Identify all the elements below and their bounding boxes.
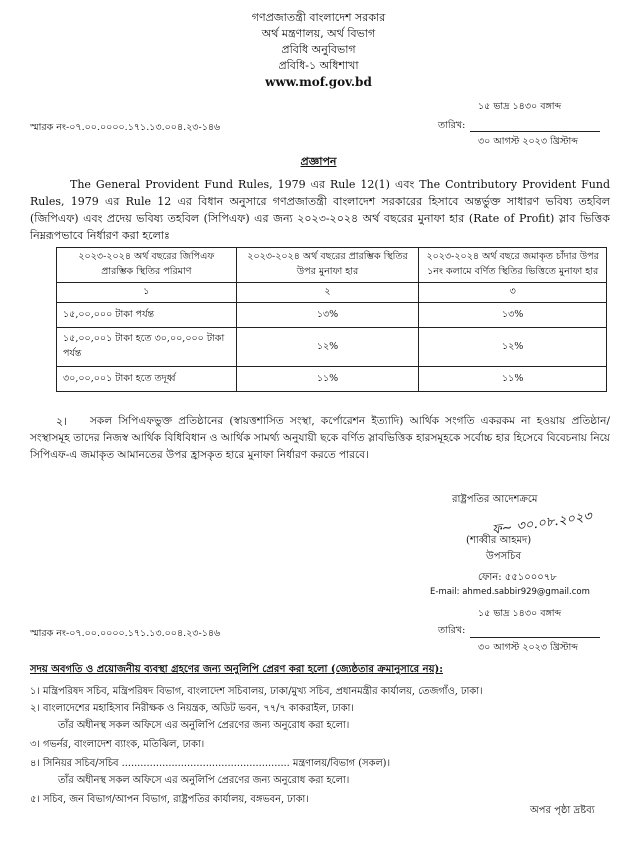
column-number: ১ bbox=[57, 283, 237, 303]
rate-deposit-cell: ১১% bbox=[419, 367, 607, 392]
list-item: ৪। সিনিয়র সচিব/সচিব ...................................................... মন্ত্রণালয়/বিভাগ (সকল)। bbox=[30, 758, 390, 769]
rate-opening-cell: ১২% bbox=[236, 328, 419, 367]
signatory-designation: উপসচিব bbox=[486, 551, 522, 562]
intro-paragraph: The General Provident Fund Rules, 1979 এর Rule 12(1) এবং The Contributory Provident Fund Rules, 1979 এর Rule 12 এর বিধান অনুসারে গণপ্রজাতন্ত্রী বাংলাদেশ সরকারের হিসাবে অন্তর্ভুক্ত সাধারণ ভবিষ্য তহবিল (জিপিএফ) এবং প্রদেয় ভবিষ্য তহবিল (সিপিএফ) এর জন্য ২০২৩-২০২৪ অর্থ বছরের মুনাফা হার (Rate of Profit) স্লাব ভিত্তিক নিম্নরূপভাবে নির্ধারণ করা হলোঃ bbox=[30, 178, 610, 242]
date-bangla-2: ১৫ ভাদ্র ১৪৩০ বঙ্গাব্দ bbox=[478, 608, 562, 619]
clause-number: ২। bbox=[56, 415, 68, 428]
slab-cell: ১৫,০০,০০১ টাকা হতে ৩০,০০,০০০ টাকা পর্যন্ত bbox=[57, 328, 237, 367]
header-wing: প্রবিধি অনুবিভাগ bbox=[281, 43, 356, 56]
rate-opening-cell: ১৩% bbox=[236, 303, 419, 328]
slab-cell: ৩০,০০,০০১ টাকা হতে তদূর্ধ্ব bbox=[57, 367, 237, 392]
list-item: ১। মন্ত্রিপরিষদ সচিব, মন্ত্রিপরিষদ বিভাগ, বাংলাদেশ সচিবালয়, ঢাকা/মুখ্য সচিব, প্রধানমন্ত্রীর কার্যালয়, তেজগাঁও, ঢাকা। bbox=[30, 686, 483, 697]
date-bangla-1: ১৫ ভাদ্র ১৪৩০ বঙ্গাব্দ bbox=[478, 101, 562, 112]
table-column-number-row bbox=[57, 283, 607, 303]
list-item: ৩। গভর্নর, বাংলাদেশ ব্যাংক, মতিঝিল, ঢাকা। bbox=[30, 739, 205, 750]
table-row bbox=[57, 328, 607, 367]
order-line: রাষ্ট্রপতির আদেশক্রমে bbox=[452, 494, 538, 505]
date-divider-2 bbox=[470, 637, 600, 638]
date-english-1: ৩০ আগস্ট ২০২৩ খ্রিস্টাব্দ bbox=[478, 136, 578, 147]
memo-number-1: স্মারক নং-০৭.০০.০০০০.১৭১.১৩.০০৪.২৩-১৪৬ bbox=[30, 122, 221, 133]
list-item: ৫। সচিব, জন বিভাগ/আপন বিভাগ, রাষ্ট্রপতির কার্যালয়, বঙ্গভবন, ঢাকা। bbox=[30, 794, 309, 805]
table-row bbox=[57, 303, 607, 328]
list-item: তাঁর অধীনস্থ সকল অফিসে এর অনুলিপি প্রেরণের জন্য অনুরোধ করা হলো। bbox=[58, 775, 350, 786]
list-item: ২। বাংলাদেশের মহাহিসাব নিরীক্ষক ও নিয়ন্ত্রক, অডিট ভবন, ৭৭/৭ কাকরাইল, ঢাকা। bbox=[30, 703, 354, 714]
distribution-list bbox=[30, 684, 483, 809]
column-number: ৩ bbox=[419, 283, 607, 303]
table-header-row bbox=[57, 248, 607, 283]
rate-opening-cell: ১১% bbox=[236, 367, 419, 392]
rate-deposit-cell: ১২% bbox=[419, 328, 607, 367]
letterhead bbox=[0, 10, 637, 90]
signatory-phone: ফোন: ৫৫১০০০৭৮ bbox=[478, 572, 557, 583]
table-header-cell: ২০২৩-২০২৪ অর্থ বছরের প্রারম্ভিক স্থিতির উপর মুনাফা হার bbox=[236, 248, 419, 283]
signature: ফ~ ৩০.০৮.২০২৩ bbox=[491, 509, 593, 538]
header-government: গণপ্রজাতন্ত্রী বাংলাদেশ সরকার bbox=[251, 11, 386, 24]
table-header-cell: ২০২৩-২০২৪ অর্থ বছরের জিপিএফ প্রারম্ভিক স্থিতির পরিমাণ bbox=[57, 248, 237, 283]
list-item: তাঁর অধীনস্থ সকল অফিসে এর অনুলিপি প্রেরণের জন্য অনুরোধ করা হলো। bbox=[58, 720, 350, 731]
signatory-name: (শাব্বীর আহমদ) bbox=[466, 535, 532, 546]
clause-2-text: সকল সিপিএফভুক্ত প্রতিষ্ঠানের (স্বায়ত্তশাসিত সংস্থা, কর্পোরেশন ইত্যাদি) আর্থিক সংগতি একরকম না হওয়ায় প্রতিষ্ঠান/সংস্থাসমূহ তাদের নিজস্ব আর্থিক বিধিবিধান ও আর্থিক সামর্থ্য অনুযায়ী ছকে বর্ণিত স্লাবভিত্তিক হারসমূহকে সর্বোচ্চ হার হিসেবে বিবেচনায় নিয়ে সিপিএফ-এ জমাকৃত আমানতের উপর হ্রাসকৃত হারে মুনাফা নির্ধারণ করতে পারবে। bbox=[30, 415, 610, 461]
header-website: www.mof.gov.bd bbox=[265, 75, 372, 89]
slab-cell: ১৫,০০,০০০ টাকা পর্যন্ত bbox=[57, 303, 237, 328]
page-title: প্রজ্ঞাপন bbox=[300, 155, 337, 168]
profit-rate-table bbox=[56, 247, 607, 392]
date-divider-1 bbox=[470, 131, 600, 132]
memo-number-2: স্মারক নং-০৭.০০.০০০০.১৭১.১৩.০০৪.২৩-১৪৬ bbox=[30, 628, 221, 639]
header-ministry: অর্থ মন্ত্রণালয়, অর্থ বিভাগ bbox=[261, 27, 376, 40]
signatory-email: E-mail: ahmed.sabbir929@gmail.com bbox=[430, 587, 590, 597]
date-label-2: তারিখ: bbox=[438, 625, 466, 636]
table-header-cell: ২০২৩-২০২৪ অর্থ বছরে জমাকৃত চাঁদার উপর ১নং কলামে বর্ণিত স্থিতির ভিত্তিতে মুনাফা হার bbox=[419, 248, 607, 283]
distribution-heading: সদয় অবগতি ও প্রয়োজনীয় ব্যবস্থা গ্রহণের জন্য অনুলিপি প্রেরণ করা হলো (জ্যেষ্ঠতার ক্রমানুসারে নয়): bbox=[30, 664, 443, 675]
column-number: ২ bbox=[236, 283, 419, 303]
rate-deposit-cell: ১৩% bbox=[419, 303, 607, 328]
date-english-2: ৩০ আগস্ট ২০২৩ খ্রিস্টাব্দ bbox=[478, 642, 578, 653]
table-row bbox=[57, 367, 607, 392]
header-section: প্রবিধি-১ অধিশাখা bbox=[278, 59, 359, 72]
date-label-1: তারিখ: bbox=[438, 120, 466, 131]
page-turn-note: অপর পৃষ্ঠা দ্রষ্টব্য bbox=[530, 805, 595, 816]
